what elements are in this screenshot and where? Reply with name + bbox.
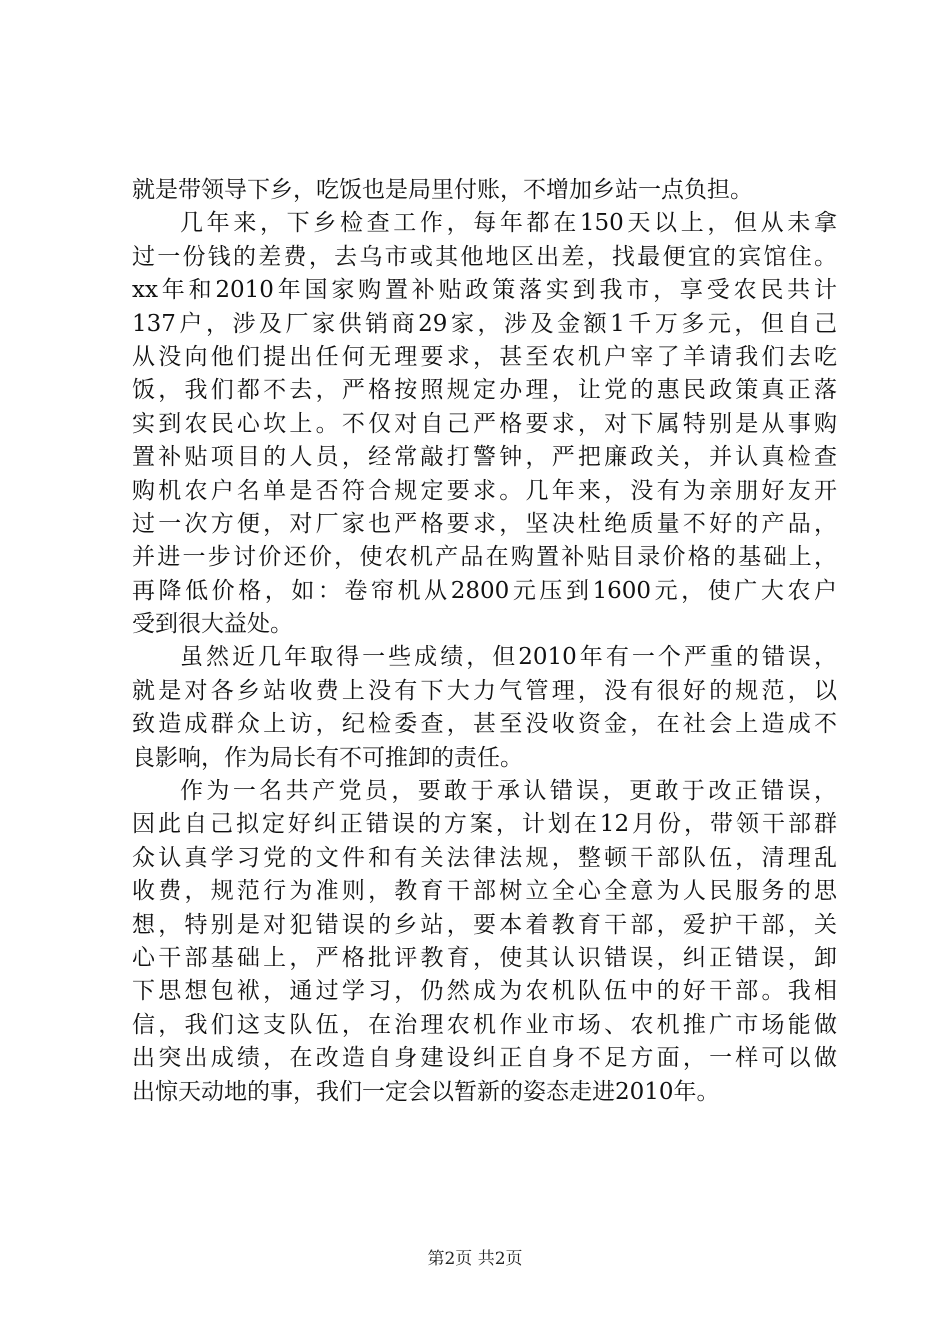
text-line: 虽然近几年取得一些成绩，但2010年有一个严重的错误，	[180, 644, 837, 671]
document-body	[132, 174, 837, 1109]
text-line: 良影响，作为局长有不可推卸的责任。	[132, 744, 523, 771]
text-line: 过一次方便，对厂家也严格要求，坚决杜绝质量不好的产品，	[132, 510, 837, 537]
text-line: 众认真学习党的文件和有关法律法规，整顿干部队伍，清理乱	[132, 844, 837, 871]
text-line: 从没向他们提出任何无理要求，甚至农机户宰了羊请我们去吃	[132, 343, 837, 370]
text-line: 致造成群众上访，纪检委查，甚至没收资金，在社会上造成不	[132, 711, 837, 738]
text-line: 137户，涉及厂家供销商29家，涉及金额1千万多元，但自己	[132, 310, 837, 337]
text-line: 受到很大益处。	[132, 611, 293, 638]
text-line: 并进一步讨价还价，使农机产品在购置补贴目录价格的基础上，	[132, 544, 837, 571]
text-line: 出惊天动地的事，我们一定会以暂新的姿态走进2010年。	[132, 1078, 720, 1105]
text-line: 就是对各乡站收费上没有下大力气管理，没有很好的规范，以	[132, 677, 837, 704]
text-line: 信，我们这支队伍，在治理农机作业市场、农机推广市场能做	[132, 1011, 837, 1038]
text-line: 作为一名共产党员，要敢于承认错误，更敢于改正错误，	[180, 778, 837, 805]
text-line: 几年来，下乡检查工作，每年都在150天以上，但从未拿	[180, 210, 837, 237]
text-line: 实到农民心坎上。不仅对自己严格要求，对下属特别是从事购	[132, 410, 837, 437]
text-line: 购机农户名单是否符合规定要求。几年来，没有为亲朋好友开	[132, 477, 837, 504]
text-line: 就是带领导下乡，吃饭也是局里付账，不增加乡站一点负担。	[132, 177, 753, 203]
text-line: 再降低价格，如：卷帘机从2800元压到1600元，使广大农户	[132, 577, 837, 604]
text-line: 过一份钱的差费，去乌市或其他地区出差，找最便宜的宾馆住。	[132, 243, 837, 270]
page-footer: 第2页 共2页	[427, 1249, 523, 1269]
text-line: 想，特别是对犯错误的乡站，要本着教育干部，爱护干部，关	[132, 911, 837, 938]
text-line: 因此自己拟定好纠正错误的方案，计划在12月份，带领干部群	[132, 811, 837, 838]
text-line: 出突出成绩，在改造自身建设纠正自身不足方面，一样可以做	[132, 1045, 837, 1072]
text-line: 置补贴项目的人员，经常敲打警钟，严把廉政关，并认真检查	[132, 444, 837, 471]
text-line: 心干部基础上，严格批评教育，使其认识错误，纠正错误，卸	[132, 944, 837, 971]
text-line: 收费，规范行为准则，教育干部树立全心全意为人民服务的思	[132, 878, 837, 905]
text-line: 下思想包袱，通过学习，仍然成为农机队伍中的好干部。我相	[132, 978, 837, 1005]
text-line: 饭，我们都不去，严格按照规定办理，让党的惠民政策真正落	[132, 377, 837, 404]
text-line: xx年和2010年国家购置补贴政策落实到我市，享受农民共计	[132, 277, 837, 304]
